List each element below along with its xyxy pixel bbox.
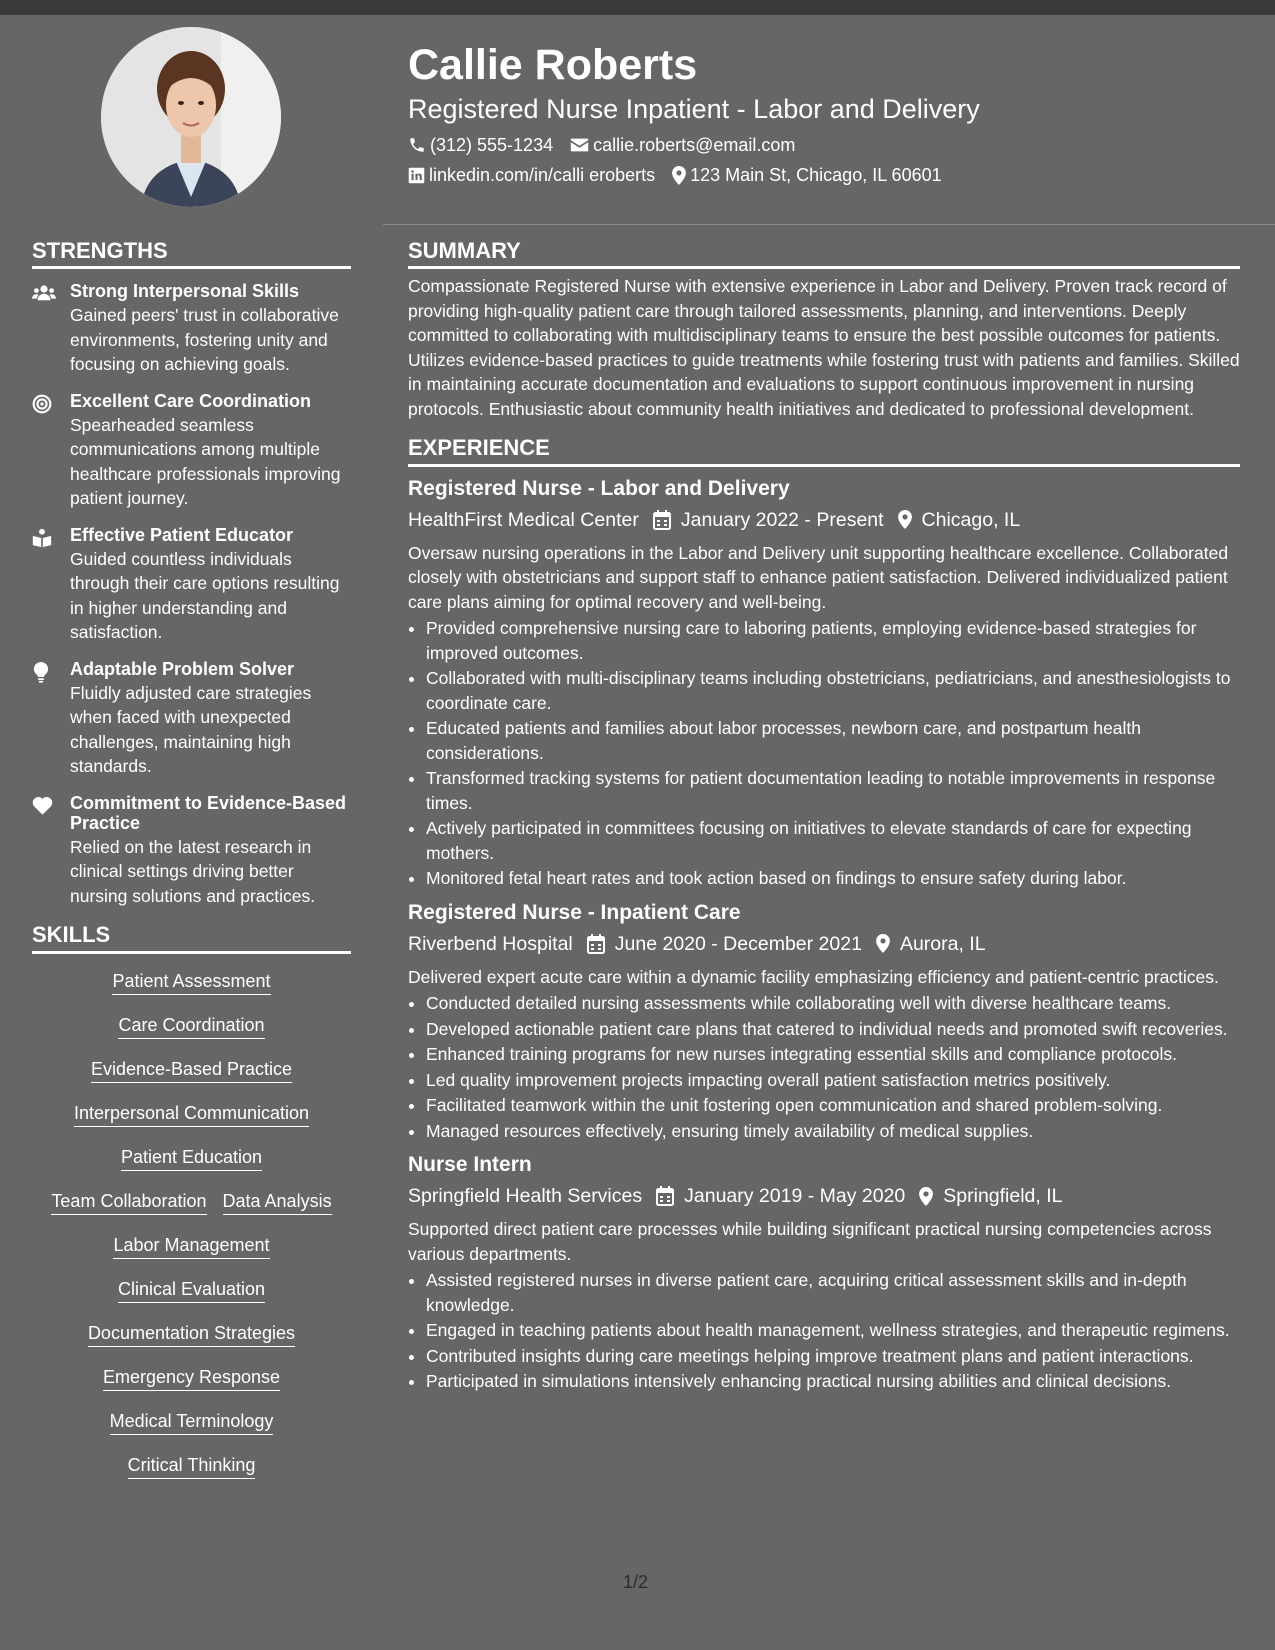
job-bullet: • Facilitated teamwork within the unit fostering open communication and shared problem-solving.	[426, 1093, 1240, 1118]
strength-item	[32, 281, 351, 377]
job-bullet: • Conducted detailed nursing assessments while collaborating well with diverse healthcare teams.	[426, 991, 1240, 1016]
job-description: Supported direct patient care processes while building significant practical nursing competencies across various departments.	[408, 1219, 1212, 1264]
job-location	[898, 507, 1021, 533]
candidate-name: Callie Roberts	[408, 41, 698, 89]
page-number: 1/2	[623, 1572, 649, 1592]
calendar-icon	[653, 510, 671, 530]
job-bullet: • Collaborated with multi-disciplinary teams including obstetricians, pediatricians, and anesthesiologists to coordinate care.	[426, 666, 1240, 715]
strength-title: Effective Patient Educator	[70, 524, 294, 545]
strength-title: Excellent Care Coordination	[70, 390, 312, 411]
job-dates	[587, 931, 862, 957]
email[interactable]	[570, 133, 795, 157]
map-pin-icon	[672, 166, 686, 185]
job-dates-text: January 2019 - May 2020	[684, 1185, 906, 1208]
job-bullet: • Monitored fetal heart rates and took action based on findings to ensure safety during labor.	[426, 866, 1240, 891]
skills-list	[32, 970, 351, 1498]
job-entry	[408, 1151, 1240, 1394]
job-location-text: Springfield, IL	[943, 1185, 1063, 1208]
summary-text: Compassionate Registered Nurse with extensive experience in Labor and Delivery. Proven track record of providing high-quality patient care through tailored assessments, planning, and interventions. Deeply committed to collaborating with multidisciplinary teams to ensure the best possible outcomes for patients. Utilizes evidence-based practices to guide treatments while fostering trust with patients and families. Skilled in maintaining accurate documentation and evaluations to support continuous improvement in nursing protocols. Enthusiastic about community health initiatives and dedicated to professional development.	[408, 276, 1240, 419]
job-title: Registered Nurse - Labor and Delivery	[408, 476, 790, 500]
left-column	[32, 238, 351, 1498]
job-entry	[408, 475, 1240, 891]
job-dates-text: January 2022 - Present	[680, 508, 884, 531]
summary-heading: SUMMARY	[408, 238, 1240, 269]
email-text: callie.roberts@email.com	[593, 135, 796, 155]
strength-item	[32, 659, 351, 779]
job-company: HealthFirst Medical Center	[408, 508, 639, 531]
skill-tag: Labor Management	[113, 1234, 269, 1259]
address-text: 123 Main St, Chicago, IL 60601	[690, 165, 942, 185]
job-bullet: • Assisted registered nurses in diverse patient care, acquiring critical assessment skills and in-depth knowledge.	[426, 1268, 1240, 1317]
skill-tag: Patient Education	[121, 1146, 262, 1171]
calendar-icon	[656, 1186, 674, 1206]
job-entry	[408, 899, 1240, 1144]
strength-desc: Relied on the latest research in clinical settings driving better nursing solutions and practices.	[70, 836, 316, 906]
phone-text: (312) 555-1234	[430, 135, 554, 155]
envelope-icon	[570, 137, 589, 153]
job-bullet: • Participated in simulations intensively enhancing practical nursing abilities and clinical decisions.	[426, 1369, 1240, 1394]
strength-title: Strong Interpersonal Skills	[70, 281, 300, 302]
linkedin[interactable]	[408, 163, 655, 187]
strength-item	[32, 793, 351, 909]
linkedin-icon	[408, 167, 425, 184]
header-divider	[383, 224, 1275, 225]
job-bullets	[408, 991, 1240, 1143]
book-reader-icon	[32, 525, 70, 645]
job-bullet: • Developed actionable patient care plans that catered to individual needs and promoted swift recoveries.	[426, 1017, 1240, 1042]
job-description: Delivered expert acute care within a dynamic facility emphasizing efficiency and patient-centric practices.	[408, 966, 1219, 987]
skill-tag: Documentation Strategies	[88, 1322, 295, 1347]
job-bullets	[408, 1268, 1240, 1394]
linkedin-text: linkedin.com/in/calli eroberts	[429, 165, 656, 185]
target-icon	[32, 391, 70, 511]
job-bullet: • Managed resources effectively, ensuring timely availability of medical supplies.	[426, 1119, 1240, 1144]
strength-item	[32, 391, 351, 511]
skill-tag: Medical Terminology	[110, 1410, 274, 1435]
strength-desc: Fluidly adjusted care strategies when faced with unexpected challenges, maintaining high standards.	[70, 682, 312, 777]
skill-tag: Clinical Evaluation	[118, 1278, 265, 1303]
address	[672, 163, 942, 187]
job-location-text: Chicago, IL	[921, 508, 1021, 531]
map-pin-icon	[876, 934, 890, 953]
skill-tag: Team Collaboration	[51, 1190, 206, 1215]
candidate-role: Registered Nurse Inpatient - Labor and Delivery	[408, 94, 980, 124]
skill-tag: Data Analysis	[223, 1190, 332, 1215]
map-pin-icon	[919, 1187, 933, 1206]
job-meta	[408, 931, 1240, 957]
map-pin-icon	[898, 510, 912, 529]
right-column	[408, 238, 1240, 1395]
job-title: Registered Nurse - Inpatient Care	[408, 900, 741, 924]
strength-desc: Spearheaded seamless communications among multiple healthcare professionals improving patient journey.	[70, 414, 341, 509]
job-location	[876, 931, 986, 957]
skill-tag: Emergency Response	[103, 1366, 280, 1391]
job-dates	[656, 1183, 905, 1209]
lightbulb-icon	[32, 659, 70, 779]
job-bullet: • Transformed tracking systems for patient documentation leading to notable improvements in response times.	[426, 766, 1240, 815]
users-icon	[32, 281, 70, 377]
job-bullet: • Led quality improvement projects impacting overall patient satisfaction metrics positively.	[426, 1068, 1240, 1093]
experience-heading: EXPERIENCE	[408, 435, 1240, 466]
skills-heading: SKILLS	[32, 922, 351, 953]
contact-row-2	[408, 163, 959, 187]
strength-desc: Gained peers' trust in collaborative environments, fostering unity and focusing on achieving goals.	[70, 305, 339, 375]
strength-title: Commitment to Evidence-Based Practice	[70, 792, 347, 833]
job-bullet: • Enhanced training programs for new nurses integrating essential skills and compliance protocols.	[426, 1042, 1240, 1067]
phone[interactable]	[408, 133, 553, 157]
job-meta	[408, 507, 1240, 533]
strengths-heading: STRENGTHS	[32, 238, 351, 269]
job-meta	[408, 1183, 1240, 1209]
profile-photo	[101, 27, 281, 207]
job-bullet: • Contributed insights during care meetings helping improve treatment plans and patient interactions.	[426, 1344, 1240, 1369]
job-description: Oversaw nursing operations in the Labor and Delivery unit supporting healthcare excellence. Collaborated closely with obstetricians and support staff to enhance patient satisfaction. Delivered individualized patient care plans aiming for optimal recovery and well-being.	[408, 542, 1229, 612]
job-dates	[653, 507, 884, 533]
skill-tag: Evidence-Based Practice	[91, 1058, 292, 1083]
job-location	[919, 1183, 1062, 1209]
job-dates-text: June 2020 - December 2021	[614, 932, 862, 955]
strengths-list	[32, 281, 351, 908]
job-bullet: • Provided comprehensive nursing care to laboring patients, employing evidence-based strategies for improved outcomes.	[426, 616, 1240, 665]
job-bullets	[408, 616, 1240, 891]
job-company: Springfield Health Services	[408, 1185, 643, 1208]
phone-icon	[408, 136, 426, 154]
job-bullet: • Engaged in teaching patients about health management, wellness strategies, and therapeutic regimens.	[426, 1318, 1240, 1343]
skill-tag: Patient Assessment	[112, 970, 270, 995]
contact-row-1	[408, 133, 812, 157]
job-location-text: Aurora, IL	[899, 932, 986, 955]
job-bullet: • Actively participated in committees focusing on initiatives to elevate standards of care for expecting mothers.	[426, 816, 1240, 865]
strength-item	[32, 525, 351, 645]
top-bar	[0, 0, 1275, 15]
skill-tag: Care Coordination	[118, 1014, 264, 1039]
skill-tag: Critical Thinking	[128, 1454, 256, 1479]
strength-title: Adaptable Problem Solver	[70, 658, 295, 679]
strength-desc: Guided countless individuals through their care options resulting in higher understanding and satisfaction.	[70, 548, 340, 643]
calendar-icon	[587, 934, 605, 954]
job-company: Riverbend Hospital	[408, 932, 573, 955]
job-title: Nurse Intern	[408, 1153, 532, 1177]
job-bullet: • Educated patients and families about labor processes, newborn care, and postpartum health considerations.	[426, 716, 1240, 765]
heart-icon	[32, 793, 70, 909]
skill-tag: Interpersonal Communication	[74, 1102, 309, 1127]
